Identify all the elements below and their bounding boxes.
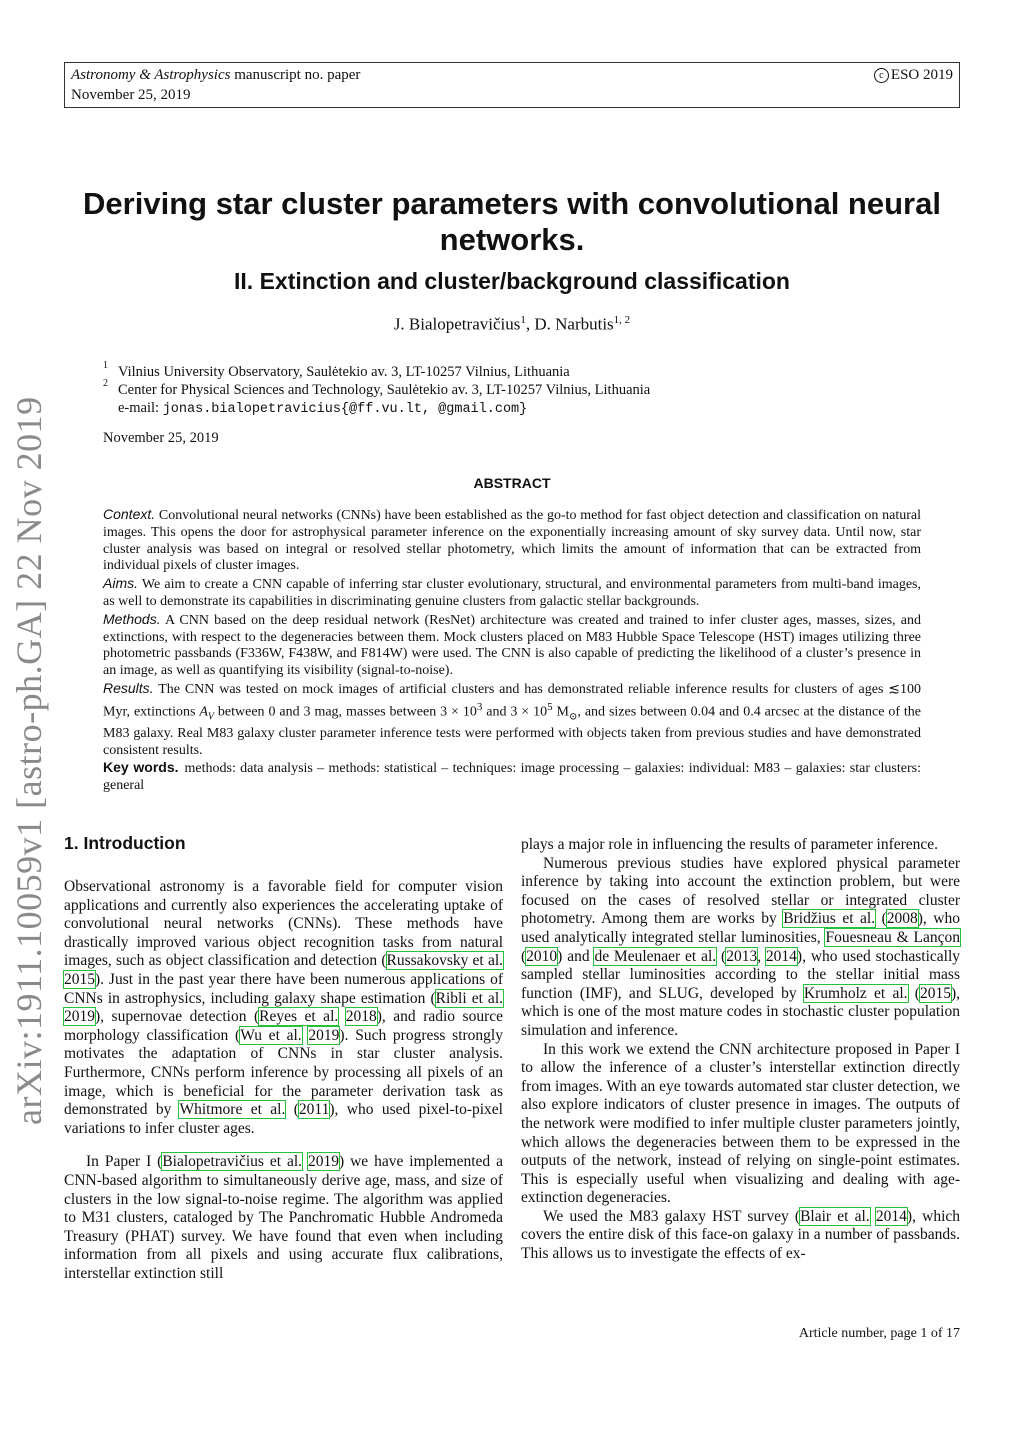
text-run: ( xyxy=(521,947,527,965)
results-text-4: M xyxy=(552,704,570,720)
text-run: ) and xyxy=(557,947,595,965)
email-label: e-mail: xyxy=(118,400,160,416)
text-run: Numerous previous studies have explored physical parameter inference by taking into account the extinction problem, but were focused on the cases of resolved stellar or integrated cluster photometry. Among them are works by xyxy=(521,854,960,928)
paper-title: Deriving star cluster parameters with convolutional neural networks. xyxy=(83,186,941,257)
results-text-1: The CNN was tested on mock images of artificial clusters and has demonstrated reliable inference results for clusters of ages ≲100 Myr, extinctions xyxy=(103,681,921,720)
text-run: ). Just in the past year there have been numerous applications of CNNs in astrophysics, including galaxy shape estimation ( xyxy=(64,970,503,1007)
aims-label: Aims. xyxy=(103,575,138,592)
citation-year-link[interactable]: 2014 xyxy=(875,1207,907,1225)
exponent-2: 5 xyxy=(547,700,553,713)
text-run: ), who used pixel-to-pixel variations to infer cluster ages. xyxy=(64,1101,503,1137)
text-run: ( xyxy=(907,984,920,1002)
paragraph-gap xyxy=(64,1138,503,1153)
email-wrap xyxy=(118,400,527,417)
affiliation-number: 2 xyxy=(103,378,108,389)
text-run: ), supernovae detection ( xyxy=(95,1008,260,1026)
av-subscript: V xyxy=(207,711,214,723)
citation-year-link[interactable]: 2013 xyxy=(726,947,758,965)
citation-link[interactable]: Blair et al. xyxy=(800,1207,870,1225)
citation-year-link[interactable]: 2019 xyxy=(308,1026,340,1044)
citation-year-link[interactable]: 2008 xyxy=(886,910,918,928)
context-text: Convolutional neural networks (CNNs) have been established as the go-to method for fast object detection and classification on natural images. This opens the door for astrophysical parameter inference on the exponentially increasing amount of sky survey data. Until now, star cluster analysis was based on integral or resolved stellar photometry, which limits the amount of information that can be extracted from individual pixels of cluster images. xyxy=(103,508,922,574)
citation-link[interactable]: Reyes et al. xyxy=(259,1008,339,1026)
right-column xyxy=(521,836,960,1264)
text-run: ( xyxy=(875,910,887,928)
intro-paragraph-5 xyxy=(521,1208,960,1264)
text-run: ( xyxy=(285,1101,299,1119)
abstract-methods xyxy=(103,611,921,680)
intro-paragraph-4: In this work we extend the CNN architecture proposed in Paper I to allow the inference of a cluster’s interstellar extinction directly from images. With an eye towards automated star cluster detection, we also explore indicators of cluster presence in images. The outputs of the network were modified to infer multiple cluster parameters jointly, which allows the degeneracies between them to be expressed in the outputs of the network, instead of relying on single-point estimates. This is especially useful when visualizing and dealing with age-extinction degeneracies. xyxy=(521,1040,960,1207)
context-label: Context. xyxy=(103,506,156,522)
author-2-affil: 1, 2 xyxy=(613,314,631,326)
citation-link[interactable]: Wu et al. xyxy=(240,1026,302,1044)
page-footer: Article number, page 1 of 17 xyxy=(798,1326,960,1341)
journal-header-box xyxy=(64,62,960,108)
solar-mass-symbol: ⊙ xyxy=(569,711,578,723)
text-run: Observational astronomy is a favorable field for computer vision applications and currently also experiences the accelerating uptake of convolutional neural networks (CNNs). These methods have drastically improved various object recognition tasks from natural images, such as object classification and detection ( xyxy=(64,878,503,970)
text-run: ), which covers the entire disk of this face-on galaxy in a number of passbands. This allows us to investigate the effects of ex- xyxy=(521,1207,961,1263)
citation-year-link[interactable]: 2010 xyxy=(526,947,558,965)
citation-link[interactable]: Ribli et al. xyxy=(435,989,503,1007)
results-text-5: , and sizes between 0.04 and 0.4 arcsec at the distance of the M83 galaxy. Real M83 galaxy cluster parameter inference tests were performed with objects taken from previous studies and have demonstrated consistent results. xyxy=(103,704,922,758)
text-run xyxy=(338,1008,346,1025)
affiliation-text: Center for Physical Sciences and Technology, Saulėtekio av. 3, LT-10257 Vilnius, Lithuania xyxy=(118,382,651,398)
intro-paragraph-3 xyxy=(521,855,960,1041)
intro-paragraph-1 xyxy=(64,878,503,1138)
arxiv-stamp[interactable]: arXiv:1911.10059v1 [astro-ph.GA] 22 Nov 2019 xyxy=(9,396,49,1125)
copyright-text: ESO 2019 xyxy=(890,67,953,83)
abstract-body xyxy=(103,506,921,760)
results-text-3: and 3 × 10 xyxy=(482,704,548,720)
citation-link[interactable]: Whitmore et al. xyxy=(179,1101,286,1119)
citation-link[interactable]: Russakovsky et al. xyxy=(386,952,503,970)
text-run: ) we have implemented a CNN-based algorithm to simultaneously derive age, mass, and size of clusters in the low signal-to-noise regime. The algorithm was applied to M31 clusters, cataloged by The Panchromatic Hubble Andromeda Treasury (PHAT) survey. We have found that even when including information from all pixels and using accurate flux calibrations, interstellar extinction still xyxy=(64,1153,503,1282)
header-date: November 25, 2019 xyxy=(71,87,191,103)
text-run: , xyxy=(757,947,766,965)
citation-link[interactable]: Bridžius et al. xyxy=(783,910,876,928)
citation-link[interactable]: de Meulenaer et al. xyxy=(594,947,717,965)
intro-paragraph-cont: plays a major role in influencing the results of parameter inference. xyxy=(521,836,939,853)
keywords-text: methods: data analysis – methods: statistical – techniques: image processing – galaxies: individual: M83 – galaxies: star clusters: general xyxy=(103,761,921,793)
copyright-line xyxy=(874,67,953,84)
received-date: November 25, 2019 xyxy=(103,430,219,446)
exponent-1: 3 xyxy=(476,700,483,713)
author-list xyxy=(64,314,960,335)
affiliation-text: Vilnius University Observatory, Saulėtekio av. 3, LT-10257 Vilnius, Lithuania xyxy=(118,364,570,380)
intro-paragraph-2 xyxy=(64,1153,503,1283)
email-address[interactable]: jonas.bialopetravicius{@ff.vu.lt, @gmail.com} xyxy=(162,402,528,417)
journal-line xyxy=(71,67,360,84)
journal-name: Astronomy & Astrophysics xyxy=(71,67,231,83)
citation-year-link[interactable]: 2019 xyxy=(307,1153,339,1171)
left-column xyxy=(64,878,503,1283)
results-label: Results. xyxy=(103,679,154,696)
citation-year-link[interactable]: 2014 xyxy=(765,947,797,965)
abstract-aims xyxy=(103,575,921,611)
author-separator: , xyxy=(525,314,535,334)
copyright-icon: c xyxy=(874,68,889,83)
citation-year-link[interactable]: 2018 xyxy=(345,1008,377,1026)
section-number: 1. xyxy=(64,833,79,853)
text-run: We used the M83 galaxy HST survey ( xyxy=(543,1207,801,1225)
text-run: In Paper I ( xyxy=(86,1153,163,1171)
abstract-results xyxy=(103,680,921,760)
section-heading-introduction xyxy=(64,833,186,854)
av-symbol: A xyxy=(199,704,208,720)
text-run xyxy=(870,1208,876,1225)
methods-label: Methods. xyxy=(103,610,161,627)
citation-link[interactable]: Krumholz et al. xyxy=(803,984,908,1002)
author-1-affil: 1 xyxy=(520,314,526,326)
text-run: ), which is one of the most mature codes in stochastic cluster population simulation and inference. xyxy=(521,984,960,1039)
manuscript-label: manuscript no. paper xyxy=(234,67,361,83)
citation-link[interactable]: Fouesneau & Lançon xyxy=(825,928,960,946)
citation-year-link[interactable]: 2019 xyxy=(64,1008,95,1026)
abstract-context xyxy=(103,506,921,575)
abstract-heading: ABSTRACT xyxy=(473,475,551,491)
methods-text: A CNN based on the deep residual network (ResNet) architecture was created and trained to infer cluster ages, masses, sizes, and extinctions, with respect to the degeneracies between them. Mock clusters placed on M83 Hubble Space Telescope (HST) images utilizing three photometric passbands (F336W, F438W, and F814W) were used. The CNN is also capable of predicting the likelihood of a cluster’s presence in an image, as well as quantifying its visibility (signal-to-noise). xyxy=(103,612,921,679)
text-run: ), who used analytically integrated stellar luminosities, xyxy=(521,910,960,946)
citation-year-link[interactable]: 2015 xyxy=(64,970,95,988)
text-run: ( xyxy=(716,947,727,965)
aims-text: We aim to create a CNN capable of inferring star cluster evolutionary, structural, and environmental parameters from multi-band images, as well to demonstrate its capabilities in discriminating genuine clusters from galactic stellar backgrounds. xyxy=(103,577,921,609)
keywords-label: Key words. xyxy=(103,759,179,775)
text-run: ), who used stochastically sampled stellar luminosities according to the stellar initial mass function (IMF), and SLUG, developed by xyxy=(521,947,960,1002)
results-text-2: between 0 and 3 mag, masses between 3 × 10 xyxy=(214,704,477,720)
text-run: ). Such progress strongly motivates the adaptation of CNNs in star cluster analysis. Furthermore, CNNs perform inference by processing all pixels of an image, which is beneficial for the parameter derivation task as demonstrated by xyxy=(64,1026,503,1119)
section-title: Introduction xyxy=(83,833,186,853)
author-2: D. Narbutis xyxy=(534,314,614,334)
citation-year-link[interactable]: 2011 xyxy=(298,1101,330,1119)
keywords xyxy=(103,759,921,794)
citation-link[interactable]: Bialopetravičius et al. xyxy=(162,1153,303,1171)
citation-year-link[interactable]: 2015 xyxy=(919,984,951,1002)
affiliation-number: 1 xyxy=(103,360,108,371)
text-run: ), and radio source morphology classification ( xyxy=(64,1008,503,1044)
paper-subtitle: II. Extinction and cluster/background classification xyxy=(234,268,790,294)
author-1: J. Bialopetravičius xyxy=(393,314,521,334)
